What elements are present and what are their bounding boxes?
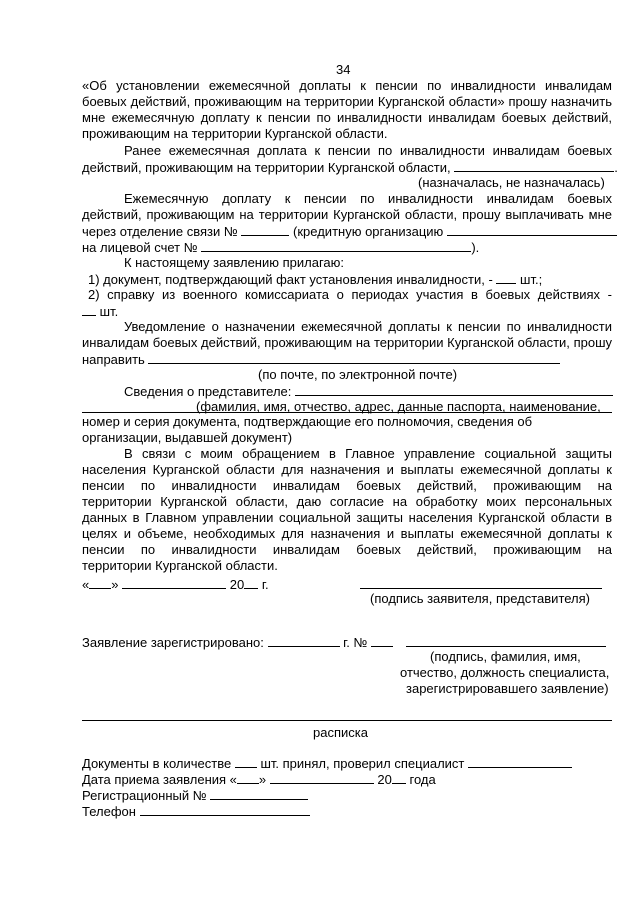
para-line: Ранее ежемесячная доплата к пенсии по инвалидности инвалидам боевых xyxy=(124,143,612,158)
field-caption: (фамилия, имя, отчество, адрес, данные паспорта, наименование, xyxy=(196,399,601,414)
registration-caption: (подпись, фамилия, имя, xyxy=(430,649,581,664)
blank-field[interactable] xyxy=(122,576,226,589)
registration-field: Заявление зарегистрировано: г. № xyxy=(82,634,393,651)
blank-field[interactable] xyxy=(140,803,310,816)
para-line: Сведения о представителе: xyxy=(124,383,613,400)
para-line: инвалидам боевых действий, проживающим на территории Курганской области, прошу xyxy=(82,335,612,350)
field-caption: (назначалась, не назначалась) xyxy=(418,175,605,190)
page-number: 34 xyxy=(336,62,351,77)
para-line: пенсии по инвалидности инвалидам боевых действий, проживающим на xyxy=(82,542,612,557)
para-line: действий, проживающим на территории Курганской области, . xyxy=(82,160,618,175)
field-caption: организации, выдавшей документ) xyxy=(82,430,293,445)
field-caption: номер и серия документа, подтверждающие его полномочия, сведения об xyxy=(82,414,533,429)
blank-field[interactable] xyxy=(235,755,257,768)
para-line: К настоящему заявлению прилагаю: xyxy=(124,255,344,270)
blank-field[interactable] xyxy=(468,755,572,768)
para-line: населения Курганской области для назначения и выплаты ежемесячной доплаты к xyxy=(82,462,612,477)
receipt-line: Регистрационный № xyxy=(82,787,308,804)
blank-field[interactable] xyxy=(371,634,393,647)
receipt-line: Документы в количестве шт. принял, проверил специалист xyxy=(82,755,572,772)
field-caption: (по почте, по электронной почте) xyxy=(258,367,458,382)
blank-field[interactable] xyxy=(201,239,471,252)
blank-field[interactable] xyxy=(89,576,111,589)
blank-field[interactable] xyxy=(82,303,96,316)
para-line: В связи с моим обращением в Главное управление социальной защиты xyxy=(124,446,612,461)
blank-field[interactable] xyxy=(392,771,406,784)
blank-field[interactable] xyxy=(148,351,560,364)
blank-field[interactable] xyxy=(270,771,374,784)
para-line: через отделение связи № (кредитную организацию xyxy=(82,223,617,240)
para-line: мне ежемесячную доплату к пенсии по инвалидности инвалидам боевых действий, xyxy=(82,110,612,125)
receipt-title: расписка xyxy=(313,725,368,740)
blank-field[interactable] xyxy=(244,576,258,589)
blank-field[interactable] xyxy=(295,383,613,396)
para-line: целях и объеме, необходимых для назначения и выплаты ежемесячной доплаты к xyxy=(82,526,612,541)
blank-line[interactable] xyxy=(82,412,612,413)
para-line: на лицевой счет № ). xyxy=(82,240,480,255)
para-line: проживающим на территории Курганской области. xyxy=(82,126,388,141)
para-line: Уведомление о назначении ежемесячной доплаты к пенсии по инвалидности xyxy=(124,319,612,334)
blank-field[interactable] xyxy=(210,787,308,800)
list-item: 2) справку из военного комиссариата о периодах участия в боевых действиях - xyxy=(88,287,612,302)
blank-field[interactable] xyxy=(496,271,516,284)
para-line: «Об установлении ежемесячной доплаты к пенсии по инвалидности инвалидам xyxy=(82,78,612,93)
receipt-divider xyxy=(82,720,612,721)
receipt-line: Телефон xyxy=(82,803,310,820)
signature-line[interactable] xyxy=(360,588,602,589)
para-line: боевых действий, проживающим на территории Курганской области» прошу назначить xyxy=(82,94,612,109)
para-line: направить xyxy=(82,351,560,368)
blank-field[interactable] xyxy=(241,223,289,236)
para-line: территории Курганской области. xyxy=(82,558,278,573)
para-line: данных в Главном управлении социальной защиты населения Курганской области в xyxy=(82,510,612,525)
para-line: пенсии по инвалидности инвалидам боевых действий, проживающим на xyxy=(82,478,612,493)
signature-line[interactable] xyxy=(406,646,606,647)
para-line: Ежемесячную доплату к пенсии по инвалидности инвалидам боевых xyxy=(124,191,612,206)
signature-caption: (подпись заявителя, представителя) xyxy=(370,591,591,606)
list-item: 1) документ, подтверждающий факт установления инвалидности, - шт.; xyxy=(88,272,543,287)
para-line: территории Курганской области, даю согласие на обработку моих персональных xyxy=(82,494,612,509)
date-field: « » 20 г. xyxy=(82,577,269,592)
blank-field[interactable] xyxy=(237,771,259,784)
receipt-line: Дата приема заявления « » 20 года xyxy=(82,772,436,787)
blank-field[interactable] xyxy=(447,223,617,236)
blank-field[interactable] xyxy=(454,159,614,172)
blank-field[interactable] xyxy=(268,634,340,647)
registration-caption: зарегистрировавшего заявление) xyxy=(406,681,609,696)
registration-caption: отчество, должность специалиста, xyxy=(400,665,610,680)
para-line: действий, проживающим на территории Курганской области, прошу выплачивать мне xyxy=(82,207,612,222)
list-item: шт. xyxy=(82,303,118,320)
